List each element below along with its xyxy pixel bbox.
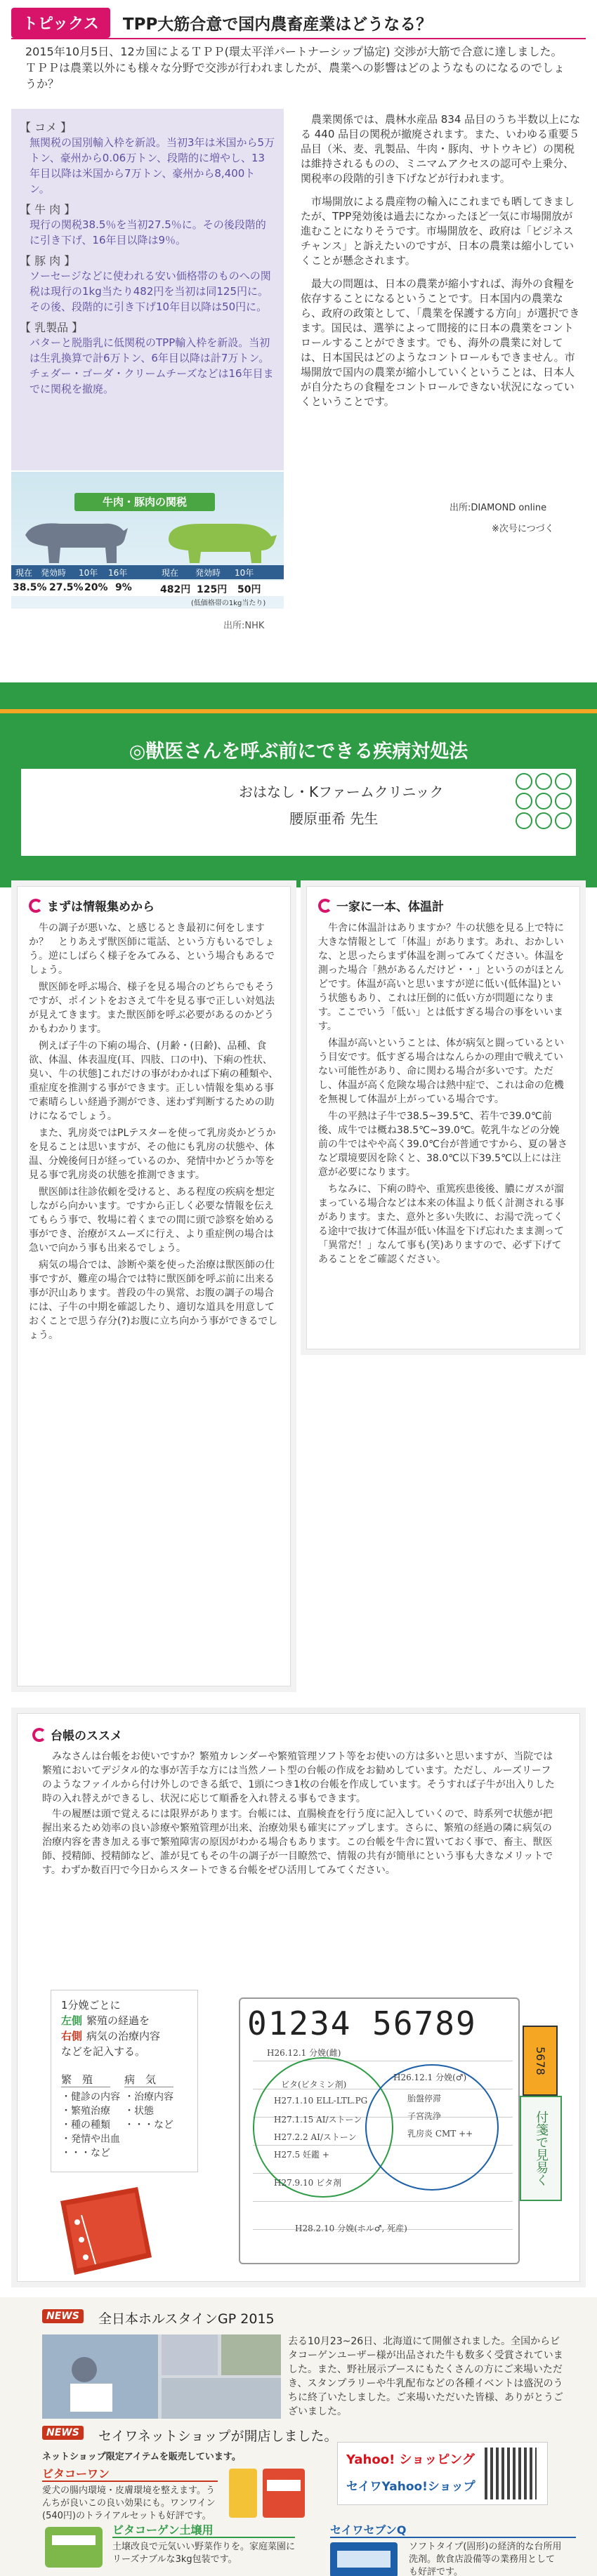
legend-intro: 1分娩ごとに: [61, 1999, 121, 2012]
pork-value: 125円: [197, 584, 228, 595]
tariff-pork-body: ソーセージなどに使われる安い価格帯のものへの関税は現行の1kg当たり482円を当初は同125円に。その後、段階的に引き下げ10年目以降は50円に。: [29, 270, 271, 313]
tariff-box: [11, 109, 284, 470]
graphic-banner: 牛肉・豚肉の関税: [74, 493, 215, 511]
pork-label: 発効時: [195, 568, 221, 578]
tpp-article: [301, 112, 582, 418]
beef-value: 38.5%: [13, 582, 47, 593]
legend-right: 病気の治療内容: [86, 2030, 161, 2042]
thermo-panel: [306, 886, 580, 1349]
thermo-paragraph: ちなみに、下痢の時や、重篤疾患後後、膿にガスが溜まっている場合などは本来の体温より低く計測される事があります。また、意外と多い失敗に、お湯で洗ってくる途中で抜けて体温が低い体温を下げ忘れたまま測って「異常だ！」なんて事も(笑)ありますので、必ず下げてあることをご確認ください。: [318, 1184, 564, 1265]
news2-badge: NEWS: [42, 2426, 84, 2440]
legend-item: ・健診の内容: [61, 2092, 120, 2103]
divider: [11, 38, 586, 39]
ledger-title: 台帳のススメ: [51, 1729, 122, 1743]
note-right: 胎盤停滞: [407, 2094, 442, 2103]
shop-item-desc: 愛犬の腸内環境・皮膚環境を整えます。うんちが良いこの良い効果にも。ワンワイン(540円)のトライアルセットも好評です。: [42, 2485, 216, 2521]
doctor-name: 腰原亜希 先生: [289, 810, 379, 827]
beef-label: 16年: [108, 568, 128, 578]
legend-left: 繁殖の経過を: [86, 2014, 150, 2027]
shop-item-desc: ソフトタイプ(固形)の経済的な台所用洗剤。飲食店設備等の業務用としても好評です。: [409, 2542, 562, 2576]
red-binder-icon: [53, 2180, 159, 2285]
ledger-paragraph: 牛の履歴は頭で覚えるには限界があります。台帳には、直腸検査を行う度に記入していくので、時系列で状態が把握出来るため効率の良い診療や繁殖管理が出来、治療効果も確実にアップします。さらに、繁殖の経過の隣に病気の治療内容を書き加える事で繁殖障害の原因がわかる場合もあります。この台帳を牛舎に置いておく事で、畜主、獣医師、授精師、授精師など、誰が見てもその牛の調子が一目瞭然で、情報の共有が簡単にという事も大きなメリットです。わずか数百円で今日からスタートできる台帳をぜひ活用してみてください。: [42, 1809, 553, 1876]
notebook-numbers: 01234 56789: [247, 2004, 477, 2042]
shop-item-sevenq: [330, 2524, 576, 2576]
news1-title: 全日本ホルスタインGP 2015: [98, 2311, 275, 2327]
note-right: 子宮洗浄: [407, 2111, 442, 2121]
legend-item: ・繁殖治療: [61, 2106, 110, 2117]
tariff-rice-title: 【 コメ 】: [20, 121, 72, 134]
info-panel: [17, 886, 291, 1686]
banner-stripe: [0, 709, 597, 713]
info-paragraph: 病気の場合では、診断や薬を使った治療は獣医師の仕事ですが、難産の場合では特に獣医師を呼ぶ前に出来る事が沢山あります。普段の牛の異常、お腹の調子の場合には、子牛の中期を確認したり、適切な道具を用意しておくことで思う存分(?)お腹に立ち向かう事ができるでしょう。: [29, 1260, 278, 1341]
notebook-rule: [253, 2201, 513, 2202]
info-body: [29, 921, 279, 1342]
thermo-paragraph: 牛の平熱は子牛で38.5~39.5℃、若牛で39.0℃前後、成牛では概ね38.5℃~39.0℃。乾乳牛などの分娩前の牛ではやや高く39.0℃台が普通ですから、夏の暑さなど環境要因を除くと、38.0℃以下39.5℃以上には注意が必要になります。: [318, 1111, 568, 1178]
note-left: H28.2.10 分娩(ホル♂, 死産): [295, 2224, 407, 2233]
ledger-heading: [32, 1726, 122, 1743]
tariff-beef-body: 現行の関税38.5％を当初27.5％に。その後段階的に引き下げ、16年目以降は9％。: [29, 218, 266, 246]
tariff-dairy-body: バターと脱脂乳に低関税のTPP輸入枠を新設。当初は生乳換算で計6万トン、6年目以降は計7万トン。チェダー・ゴーダ・クリームチーズなどは16年目までに関税を撤廃。: [29, 336, 274, 395]
legend-outro: などを記入する。: [61, 2045, 146, 2058]
info-paragraph: 獣医師は往診依頼を受けると、ある程度の疾病を想定しながら向かいます。ですから正しく必要な情報を伝えてもらう事で、牧場に着くまでの間に頭で診察を始める事ができ、治療がスムーズに行え、より重症例の場合は急いで向かう事も出来るでしょう。: [29, 1187, 275, 1254]
topics-badge: トピックス: [11, 8, 110, 38]
beef-cow-icon: [18, 514, 131, 564]
clinic-title: ◎獣医さんを呼ぶ前にできる疾病対処法: [129, 741, 468, 762]
sticky-note-callout: 付箋で見易く: [520, 2096, 562, 2201]
news1-badge: NEWS: [42, 2309, 84, 2323]
note-left: H27.5 妊鑑 +: [274, 2150, 329, 2160]
thermo-paragraph: 体温が高いということは、体が病気と闘っているという目安です。低すぎる場合はなんらかの理由で戦えていない可能性があり、命に関わる場合が多いです。ただし、体温が高く危険な場合は熱中症で、これは命の危機を無視して体温が上がっている場合です。: [318, 1038, 564, 1105]
thermo-paragraph: 牛舎に体温計はありますか？牛の状態を見る上で特に大きな情報として「体温」があります。あれ、おかしいな、と思ったらまず体温を測ってみてください。体温を測った場合「熱があるんだけど・・」というのがほとんどです。体温が高いと思いますが逆に低い(低体温)という状態もあり、これは圧倒的に低い方が問題になります。ここでいう「低い」とは低すぎる場合の事をいいます。: [318, 923, 564, 1032]
note-right: 乳房炎 CMT ++: [407, 2129, 473, 2139]
topics-header: [11, 7, 586, 38]
beef-label: 発効時: [41, 568, 67, 578]
ledger-legend: [51, 1990, 198, 2172]
legend-item: ・発情や出血: [61, 2134, 120, 2145]
beef-value: 9%: [115, 582, 132, 593]
news1-heading: [42, 2309, 84, 2323]
article-paragraph: 市場開放による農産物の輸入にこれまでも晒してきましたが、TPP発効後は過去になかったほど一気に市場開放が進むことになりそうです。市場開放を、政府は「ビジネスチャンス」と訴えたいのですが、日本の農業は縮小していくことが懸念されます。: [301, 195, 575, 267]
beef-value: 27.5%: [49, 582, 84, 593]
pork-label: 現在: [162, 568, 179, 578]
info-paragraph: 牛の調子が悪いな、と感じるとき最初に何をしますか？ とりあえず獣医師に電話、という方もいるでしょう。逆にしばらく様子をみてみる、という場合もあるでしょう。: [29, 923, 275, 976]
legend-item: ・治療内容: [124, 2092, 173, 2103]
pork-note: (低価格帯の1kg当たり): [191, 600, 266, 607]
sticky-tab: 5678: [523, 2026, 558, 2096]
note-left: ビタ(ビタミン剤): [281, 2080, 347, 2089]
swirl-icon: [318, 899, 332, 913]
shop-item-desc: 土壌改良で元気いい野菜作りを。家庭菜園にリーズナブルな3kg包装です。: [112, 2542, 296, 2565]
legend-disease-title: 病 気: [124, 2072, 173, 2087]
grid-ornament-icon: [516, 773, 572, 829]
legend-disease: [124, 2072, 188, 2160]
thermo-body: [318, 921, 568, 1267]
note-left: H26.12.1 分娩(雌): [267, 2048, 341, 2058]
info-paragraph: 獣医師を呼ぶ場合、様子を見る場合のどちらでもそうですが、ポイントをおさえて牛を見る事で正しい対処法が見えてきます。また獣医師を呼ぶ必要があるのかどうかもわかります。: [29, 982, 275, 1035]
legend-breeding-title: 繁 殖: [61, 2072, 110, 2087]
topics-intro: 2015年10月5日、12カ国によるＴＰＰ(環太平洋パートナーシップ協定) 交渉が大筋で合意に達しました。ＴＰＰは農業以外にも様々な分野で交渉が行われましたが、農業への影響はどのようなものになるのでしょうか？: [25, 45, 565, 91]
note-left: H27.2.2 AI/ストーン: [274, 2132, 357, 2142]
credit-diamond: 出所:DIAMOND online: [450, 503, 547, 513]
pork-value: 50円: [237, 584, 261, 595]
tariff-pork-title: 【 豚 肉 】: [20, 254, 76, 267]
note-left: H27.1.15 AI/ストーン: [274, 2115, 362, 2125]
vitakowan-product-icon: [225, 2466, 309, 2522]
clinic-name: おはなし・Kファームクリニック: [239, 784, 444, 800]
shop-item-vitakowan: [42, 2468, 218, 2523]
ledger-paragraph: みなさんは台帳をお使いですか？繁殖カレンダーや繁殖管理ソフト等をお使いの方は多いと思いますが、当院では繁殖においてデジタル的な事が苦手な方には当然ノート型の台帳の作成をお勧めしています。ただし、ルーズリーフのようなファイルから付け外しのできる紙で、1頭につき1枚の台帳を作成しています。そうすれば子牛が出入りした時の入れ替えができるし、状況に応じて順番を入れ替える事もできます。: [42, 1751, 555, 1804]
note-left: H27.9.10 ビタ剤: [274, 2178, 342, 2188]
credit-nhk: 出所:NHK: [223, 621, 265, 631]
info-heading: [29, 897, 279, 914]
note-left: H27.1.10 ELL-LTL.PG: [274, 2096, 368, 2106]
news2-heading: [42, 2426, 84, 2440]
qr-code-icon: [485, 2448, 537, 2499]
pork-value: 482円: [160, 584, 191, 595]
graphic-value-bar: [11, 581, 284, 596]
beef-value: 20%: [84, 582, 108, 593]
tariff-beef-title: 【 牛 肉 】: [20, 203, 76, 216]
shop-item-soil: [112, 2524, 295, 2566]
thermo-title: 一家に一本、体温計: [336, 900, 444, 914]
news1-photos: [42, 2334, 281, 2419]
note-right: H26.12.1 分娩(♂): [393, 2073, 467, 2082]
pork-pig-icon: [159, 515, 278, 564]
legend-right-label: 右側: [61, 2030, 83, 2042]
legend-left-label: 左側: [61, 2014, 83, 2027]
tariff-rice-body: 無関税の国別輸入枠を新設。当初3年は米国から5万トン、豪州から0.06万トン、段階的に増やし、13年目以降は米国から7万トン、豪州から8,400トン。: [29, 136, 275, 195]
article-paragraph: 最大の問題は、日本の農業が縮小すれば、海外の食糧を依存することになるということです。日本国内の農業なら、政府の政策として、「農業を保護する方向」が選択できます。国民は、選挙によって間接的に日本の農業をコントロールすることができます。でも、海外の農業に対しては、日本国民はどのようなコントロールもできません。市場開放で国内の農業が縮小していくということは、日本人が自分たちの食糧をコントロールできない状況になっていくということです。: [301, 277, 580, 408]
swirl-icon: [29, 899, 43, 913]
topics-title: TPP大筋合意で国内農畜産業はどうなる？: [122, 15, 433, 34]
article-paragraph: 農業関係では、農林水産品 834 品目のうち半数以上になる 440 品目の関税が撤廃されます。また、いわゆる重要５品目（米、麦、乳製品、牛肉・豚肉、サトウキビ）の関税は維持されるものの、ミニマムアクセスの認可や上乗分、関税率の段階的引き下げなどが行われます。: [301, 113, 581, 185]
legend-item: ・状態: [124, 2106, 154, 2117]
next-note: ※次号につづく: [492, 524, 554, 534]
pork-label: 10年: [235, 568, 254, 578]
legend-item: ・・・など: [124, 2120, 173, 2131]
beef-label: 10年: [79, 568, 98, 578]
soil-product-icon: [42, 2524, 105, 2570]
legend-item: ・種の種類: [61, 2120, 110, 2131]
shop-item-name: ビタコーワン: [42, 2468, 218, 2482]
legend-item: ・・・など: [61, 2148, 110, 2159]
info-paragraph: 例えば子牛の下痢の場合、(月齢・(日齢)、品種、食欲、体温、体表温度(耳、四肢、口の中)、下痢の性状、臭い、牛の状態]これだけの事がわかれば下痢の種類や、重症度を推測する事ができます。正しい情報を集める事で素晴らしい経過予測ができ、迷わず判断するための助けになるでしょう。: [29, 1041, 279, 1122]
tariff-dairy-title: 【 乳製品 】: [20, 321, 84, 334]
shop-item-name: セイワセブンQ: [330, 2524, 576, 2538]
tariff-graphic: [11, 472, 284, 609]
legend-breeding: [61, 2072, 124, 2160]
graphic-label-bar: [11, 565, 284, 579]
info-paragraph: また、乳房炎ではPLテスターを使って乳房炎かどうかを見ることは思いますが、その他にも乳房の状態や、体温、分娩後何日が経っているのか、発情中かどうか等を見る事で乳房炎の状態を推測できます。: [29, 1128, 276, 1181]
yahoo-label: Yahoo! ショッピング: [346, 2452, 475, 2467]
sevenq-product-icon: [330, 2541, 400, 2576]
shop-item-name: ビタコーゲン土壌用: [112, 2524, 295, 2538]
thermo-heading: [318, 897, 568, 914]
beef-label: 現在: [15, 568, 33, 578]
yahoo-shop-name: セイワYahoo!ショップ: [346, 2480, 475, 2494]
news1-body: 去る10月23~26日、北海道にて開催されました。全国からビタコーゲンユーザー様が出品された牛も数多く受賞されていました。また、野社展示ブースにもたくさんの方にご来場いただき、スタンプラリーや牛乳配布などの各種イベントは盛況のうちに終了いたしました。ご来場いただいた皆様、ありがとうございました。: [288, 2336, 563, 2417]
news2-title: セイワネットショップが開店しました。: [98, 2429, 338, 2444]
news2-subtitle: ネットショップ限定アイテムを販売しています。: [42, 2452, 241, 2462]
info-title: まずは情報集めから: [47, 900, 155, 914]
swirl-icon: [32, 1728, 46, 1742]
ledger-body: [42, 1750, 560, 1879]
